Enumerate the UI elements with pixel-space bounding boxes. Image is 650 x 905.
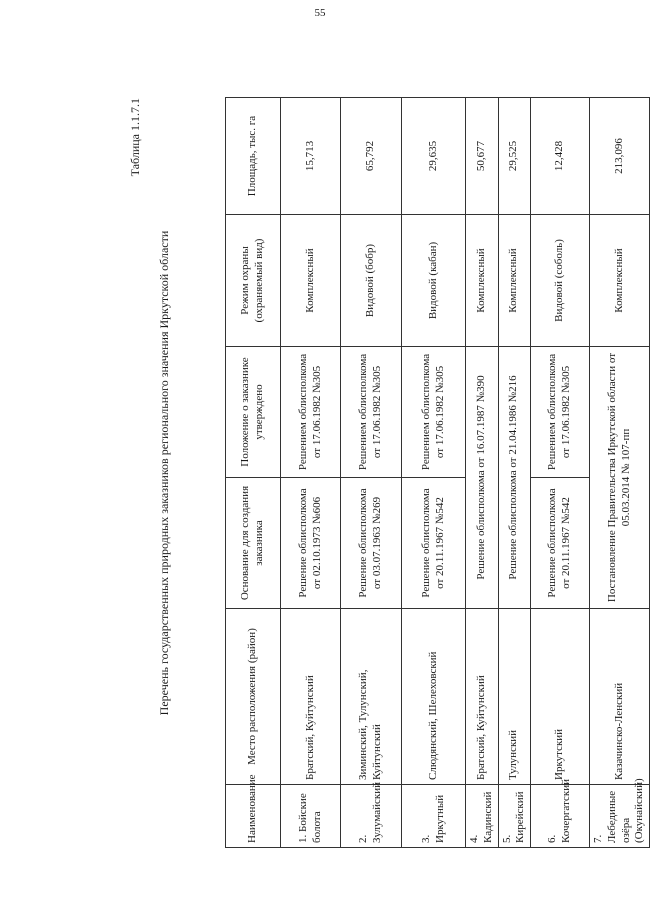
table-row (531, 98, 590, 848)
cell-regime: Комплексный (498, 215, 531, 347)
table-row (281, 98, 341, 848)
cell-name: 5. Кирейский (498, 785, 531, 848)
cell-area: 65,792 (341, 98, 402, 215)
header-row (226, 98, 281, 848)
cell-regime: Комплексный (590, 215, 650, 347)
header-basis: Основание для создания заказника (226, 478, 281, 609)
cell-regulation: Решением облисполкома от 17.06.1982 №305 (402, 347, 466, 478)
reserves-table (225, 97, 650, 848)
cell-name: 3. Иркутный (402, 785, 466, 848)
cell-basis-regulation: Решение облисполкома от 21.04.1986 №216 (498, 347, 531, 609)
header-regulation: Положение о заказнике утверждено (226, 347, 281, 478)
cell-location: Иркутский (531, 609, 590, 785)
header-area: Площадь, тыс. га (226, 98, 281, 215)
cell-regulation: Решением облисполкома от 17.06.1982 №305 (281, 347, 341, 478)
cell-name: 1. Бойские болота (281, 785, 341, 848)
page-number: 55 (314, 7, 326, 19)
cell-basis: Решение облисполкома от 03.07.1963 №269 (341, 478, 402, 609)
cell-basis: Решение облисполкома от 02.10.1973 №606 (281, 478, 341, 609)
cell-location: Братский, Куйтунский (281, 609, 341, 785)
cell-regime: Видовой (кабан) (402, 215, 466, 347)
cell-location: Тулунский (498, 609, 531, 785)
cell-basis: Решение облисполкома от 20.11.1967 №542 (531, 478, 590, 609)
cell-area: 29,525 (498, 98, 531, 215)
cell-basis: Решение облисполкома от 20.11.1967 №542 (402, 478, 466, 609)
table-row (498, 98, 531, 848)
cell-regulation: Решением облисполкома от 17.06.1982 №305 (341, 347, 402, 478)
table-row (466, 98, 499, 848)
cell-regulation: Решением облисполкома от 17.06.1982 №305 (531, 347, 590, 478)
cell-name: 4. Кадинский (466, 785, 499, 848)
cell-location: Братский, Куйтунский (466, 609, 499, 785)
table-title: Перечень государственных природных заказников регионального значения Иркутской области (157, 230, 171, 716)
cell-location: Зиминский, Тулунский, Куйтунский (341, 609, 402, 785)
table-row (402, 98, 466, 848)
cell-regime: Видовой (бобр) (341, 215, 402, 347)
cell-area: 12,428 (531, 98, 590, 215)
cell-location: Казачинско-Ленский (590, 609, 650, 785)
cell-regime: Видовой (соболь) (531, 215, 590, 347)
cell-location: Слюдянский, Шелеховский (402, 609, 466, 785)
cell-regime: Комплексный (281, 215, 341, 347)
cell-name: 7. Лебединые озёра (Окунайский) (590, 785, 650, 848)
table-label: Таблица 1.1.7.1 (128, 98, 142, 177)
header-location: Место расположения (район) (226, 609, 281, 785)
cell-name: 6. Кочергатский (531, 785, 590, 848)
cell-basis-regulation: Постановление Правительства Иркутской области от 05.03.2014 № 107-пп (590, 347, 650, 609)
cell-area: 50,677 (466, 98, 499, 215)
cell-area: 213,096 (590, 98, 650, 215)
cell-area: 29,635 (402, 98, 466, 215)
cell-regime: Комплексный (466, 215, 499, 347)
cell-basis-regulation: Решение облисполкома от 16.07.1987 №390 (466, 347, 499, 609)
header-regime: Режим охраны (охраняемый вид) (226, 215, 281, 347)
rotated-table-block (128, 98, 646, 848)
cell-area: 15,713 (281, 98, 341, 215)
table-row (341, 98, 402, 848)
header-name: Наименование (226, 785, 281, 848)
cell-name: 2. Зулумайский (341, 785, 402, 848)
table-row (590, 98, 650, 848)
